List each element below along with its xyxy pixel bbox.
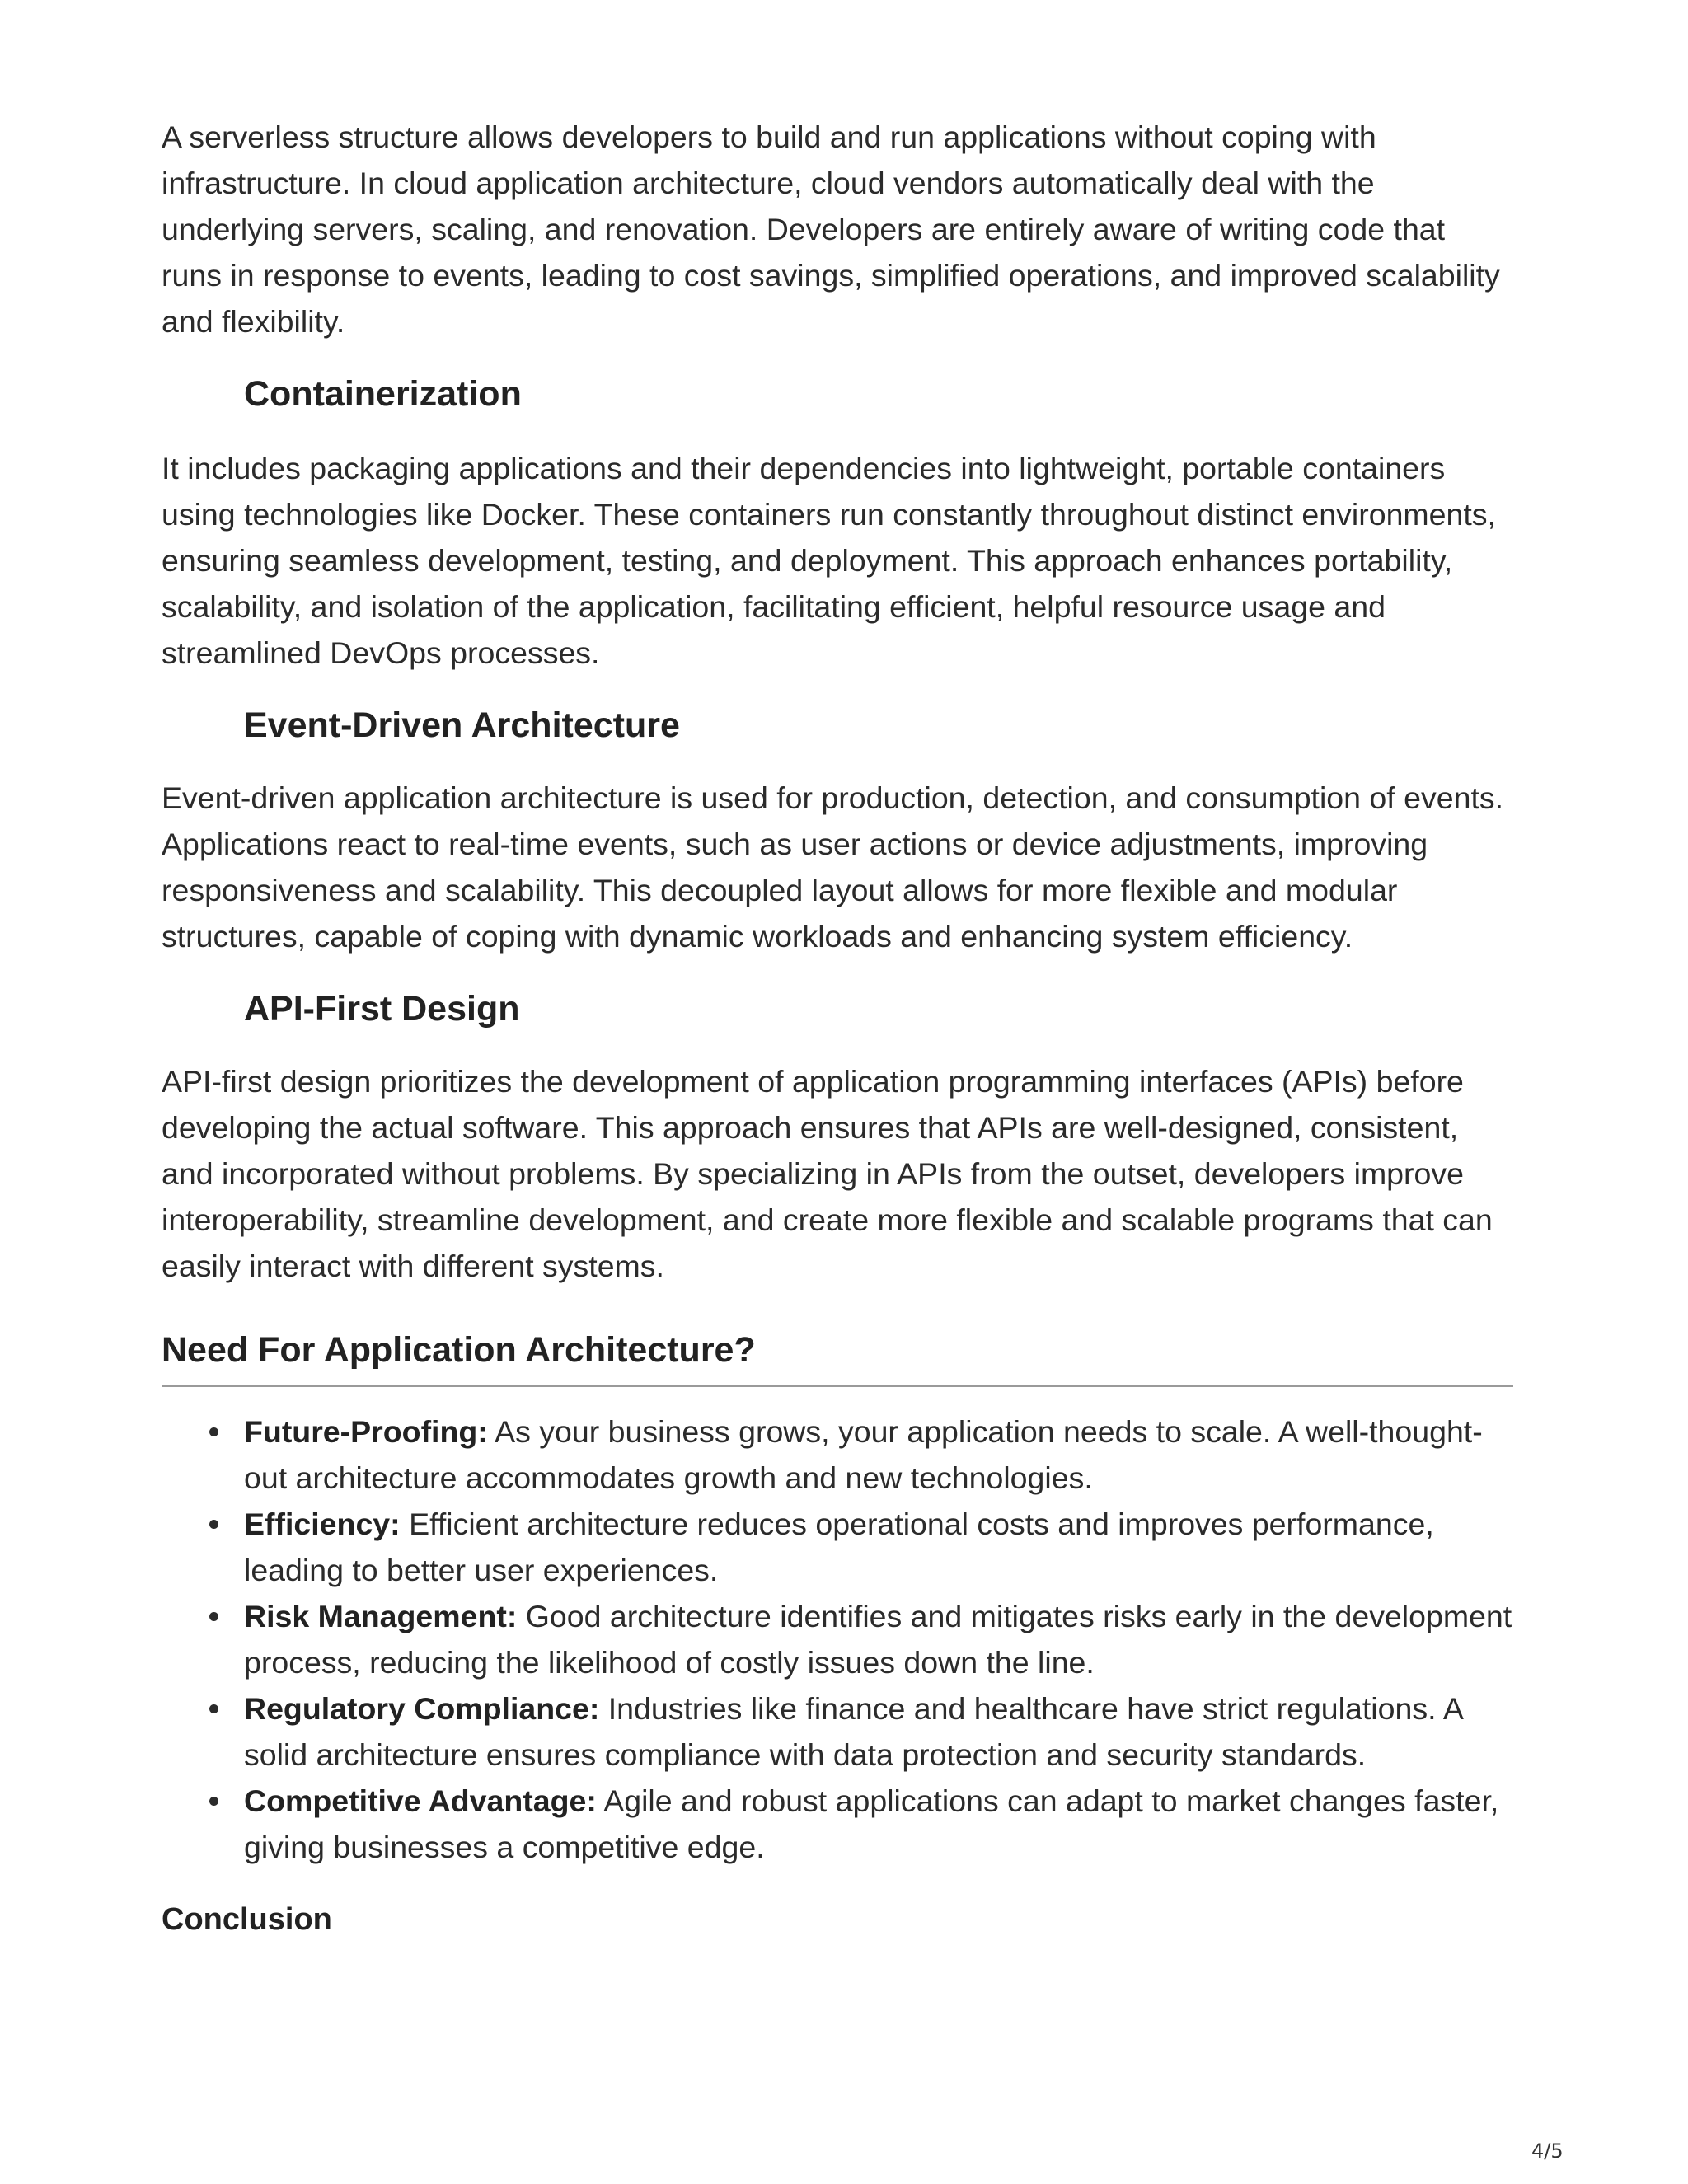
list-item — [244, 1778, 1513, 1870]
bullet-text: Agile and robust applications can adapt to market changes faster, giving businesses a competitive edge. — [244, 1783, 1499, 1864]
bullet-term: Risk Management: — [244, 1599, 518, 1633]
api-first-paragraph: API-first design prioritizes the development of application programming interfaces (APIs) before developing the actual software. This approach ensures that APIs are well-designed, consistent, and incorporated without problems. By specializing in APIs from the outset, developers improve interoperability, streamline development, and create more flexible and scalable programs that can easily interact with different systems. — [162, 1064, 1493, 1283]
event-driven-paragraph: Event-driven application architecture is used for production, detection, and consumption of events. Applications react to real-time events, such as user actions or device adjustments, improving responsiveness and scalability. This decoupled layout allows for more flexible and modular structures, capable of coping with dynamic workloads and enhancing system efficiency. — [162, 780, 1504, 954]
bullet-icon — [209, 1704, 218, 1713]
list-item — [244, 1501, 1513, 1593]
containerization-paragraph: It includes packaging applications and their dependencies into lightweight, portable containers using technologies like Docker. These containers run constantly throughout distinct environments, ensuring seamless development, testing, and deployment. This approach enhances portability, scalability, and isolation of the application, facilitating efficient, helpful resource usage and streamlined DevOps processes. — [162, 451, 1496, 670]
serverless-paragraph: A serverless structure allows developers to build and run applications without coping with infrastructure. In cloud application architecture, cloud vendors automatically deal with the underlying servers, scaling, and renovation. Developers are entirely aware of writing code that runs in response to events, leading to cost savings, simplified operations, and improved scalability and flexibility. — [162, 120, 1500, 339]
containerization-heading: Containerization — [244, 374, 522, 414]
list-item — [244, 1593, 1513, 1685]
bullet-icon — [209, 1797, 218, 1806]
list-item — [244, 1685, 1513, 1778]
bullet-term: Competitive Advantage: — [244, 1783, 597, 1818]
benefits-list — [162, 1408, 1513, 1870]
bullet-term: Regulatory Compliance: — [244, 1691, 600, 1726]
bullet-text: Efficient architecture reduces operational costs and improves performance, leading to better user experiences. — [244, 1507, 1434, 1587]
page-number: 4/5 — [1531, 2139, 1564, 2163]
event-driven-heading: Event-Driven Architecture — [244, 705, 680, 745]
bullet-icon — [209, 1520, 218, 1529]
bullet-term: Efficiency: — [244, 1507, 401, 1541]
document-page — [162, 114, 1513, 1943]
list-item — [244, 1408, 1513, 1501]
bullet-icon — [209, 1427, 218, 1436]
bullet-text: As your business grows, your application needs to scale. A well-thought-out architecture accommodates growth and new technologies. — [244, 1414, 1483, 1495]
bullet-term: Future-Proofing: — [244, 1414, 488, 1449]
conclusion-heading: Conclusion — [162, 1902, 332, 1937]
bullet-icon — [209, 1612, 218, 1621]
bullet-text: Industries like finance and healthcare have strict regulations. A solid architecture ensures compliance with data protection and security standards. — [244, 1691, 1462, 1772]
need-for-architecture-heading: Need For Application Architecture? — [162, 1327, 1513, 1387]
api-first-heading: API-First Design — [244, 989, 520, 1029]
bullet-text: Good architecture identifies and mitigates risks early in the development process, reducing the likelihood of costly issues down the line. — [244, 1599, 1512, 1680]
